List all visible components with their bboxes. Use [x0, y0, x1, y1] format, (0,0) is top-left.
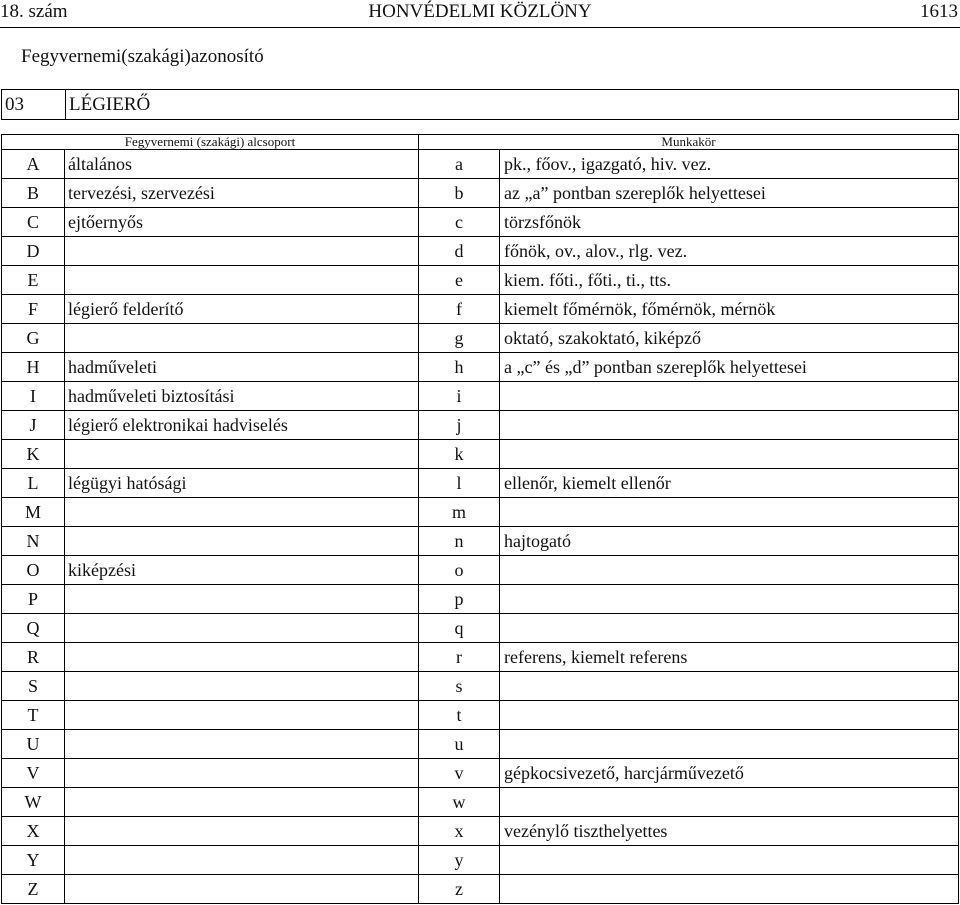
subgroup-name: hadműveleti [65, 353, 419, 382]
grid-header-row [2, 135, 959, 150]
subgroup-name [65, 759, 419, 788]
table-row [2, 498, 959, 527]
role-letter: c [419, 208, 500, 237]
subgroup-name [65, 643, 419, 672]
role-letter: s [419, 672, 500, 701]
subgroup-letter: N [2, 527, 65, 556]
subgroup-name [65, 875, 419, 904]
subgroup-name: légierő felderítő [65, 295, 419, 324]
role-letter: x [419, 817, 500, 846]
role-letter: t [419, 701, 500, 730]
role-name [500, 440, 959, 469]
role-name: hajtogató [500, 527, 959, 556]
role-letter: z [419, 875, 500, 904]
subgroup-name [65, 730, 419, 759]
subgroup-letter: Q [2, 614, 65, 643]
role-letter: w [419, 788, 500, 817]
table-row [2, 672, 959, 701]
subgroup-name: légügyi hatósági [65, 469, 419, 498]
subgroup-letter: P [2, 585, 65, 614]
table-row [2, 788, 959, 817]
subgroup-name [65, 817, 419, 846]
role-letter: m [419, 498, 500, 527]
table-row [2, 440, 959, 469]
subgroup-letter: Y [2, 846, 65, 875]
table-row [2, 411, 959, 440]
role-name: referens, kiemelt referens [500, 643, 959, 672]
role-name: ellenőr, kiemelt ellenőr [500, 469, 959, 498]
role-letter: k [419, 440, 500, 469]
subgroup-letter: J [2, 411, 65, 440]
subgroup-name [65, 324, 419, 353]
role-letter: g [419, 324, 500, 353]
subgroup-name [65, 266, 419, 295]
table-row [2, 643, 959, 672]
subgroup-letter: R [2, 643, 65, 672]
table-row [2, 846, 959, 875]
role-name: törzsfőnök [500, 208, 959, 237]
subgroup-letter: I [2, 382, 65, 411]
subgroup-name: tervezési, szervezési [65, 179, 419, 208]
table-row [2, 150, 959, 179]
role-letter: y [419, 846, 500, 875]
table-row [2, 324, 959, 353]
subgroup-letter: U [2, 730, 65, 759]
role-letter: q [419, 614, 500, 643]
role-name: kiem. főti., főti., ti., tts. [500, 266, 959, 295]
role-name [500, 730, 959, 759]
table-row [2, 179, 959, 208]
table-row [2, 817, 959, 846]
role-letter: i [419, 382, 500, 411]
subgroup-letter: A [2, 150, 65, 179]
subgroup-letter: F [2, 295, 65, 324]
subgroup-name: általános [65, 150, 419, 179]
table-row [2, 295, 959, 324]
journal-title: HONVÉDELMI KÖZLÖNY [368, 1, 592, 22]
subgroup-header: Fegyvernemi (szakági) alcsoport [2, 135, 419, 150]
role-name: pk., főov., igazgató, hiv. vez. [500, 150, 959, 179]
role-name: főnök, ov., alov., rlg. vez. [500, 237, 959, 266]
role-letter: n [419, 527, 500, 556]
role-name [500, 846, 959, 875]
branch-code: 03 [2, 90, 66, 120]
role-name [500, 411, 959, 440]
role-header: Munkakör [419, 135, 959, 150]
role-name: kiemelt főmérnök, főmérnök, mérnök [500, 295, 959, 324]
role-name [500, 701, 959, 730]
subgroup-name [65, 440, 419, 469]
subgroup-letter: W [2, 788, 65, 817]
branch-name: LÉGIERŐ [66, 90, 959, 120]
role-name: az „a” pontban szereplők helyettesei [500, 179, 959, 208]
role-letter: e [419, 266, 500, 295]
subgroup-letter: M [2, 498, 65, 527]
subgroup-name [65, 585, 419, 614]
subgroup-name: ejtőernyős [65, 208, 419, 237]
role-name [500, 585, 959, 614]
table-row [2, 208, 959, 237]
role-letter: b [419, 179, 500, 208]
subgroup-name [65, 672, 419, 701]
table-row [2, 353, 959, 382]
subgroup-name [65, 846, 419, 875]
subgroup-name [65, 237, 419, 266]
role-letter: l [419, 469, 500, 498]
grid-body [2, 150, 959, 904]
role-name [500, 672, 959, 701]
subgroup-name: hadműveleti biztosítási [65, 382, 419, 411]
role-letter: r [419, 643, 500, 672]
table-row [2, 556, 959, 585]
subgroup-letter: D [2, 237, 65, 266]
role-name: gépkocsivezető, harcjárművezető [500, 759, 959, 788]
subgroup-name: kiképzési [65, 556, 419, 585]
subgroup-letter: H [2, 353, 65, 382]
subgroup-letter: Z [2, 875, 65, 904]
role-letter: d [419, 237, 500, 266]
table-row [2, 585, 959, 614]
subgroup-letter: T [2, 701, 65, 730]
role-name [500, 556, 959, 585]
subgroup-letter: E [2, 266, 65, 295]
table-row [2, 730, 959, 759]
role-name: a „c” és „d” pontban szereplők helyettesei [500, 353, 959, 382]
role-letter: a [419, 150, 500, 179]
branch-row [2, 90, 959, 120]
role-letter: f [419, 295, 500, 324]
subgroup-letter: B [2, 179, 65, 208]
table-row [2, 527, 959, 556]
page-header [0, 0, 960, 28]
subgroup-letter: S [2, 672, 65, 701]
role-name: vezénylő tiszthelyettes [500, 817, 959, 846]
page-number: 1613 [920, 1, 958, 22]
role-letter: o [419, 556, 500, 585]
table-row [2, 469, 959, 498]
table-row [2, 701, 959, 730]
subgroup-letter: C [2, 208, 65, 237]
subgroup-letter: X [2, 817, 65, 846]
role-letter: h [419, 353, 500, 382]
table-row [2, 614, 959, 643]
table-row [2, 237, 959, 266]
subgroup-name [65, 498, 419, 527]
role-name [500, 614, 959, 643]
role-name [500, 498, 959, 527]
table-row [2, 266, 959, 295]
role-letter: j [419, 411, 500, 440]
table-row [2, 875, 959, 904]
subgroup-name [65, 527, 419, 556]
role-letter: v [419, 759, 500, 788]
subgroup-letter: K [2, 440, 65, 469]
role-letter: u [419, 730, 500, 759]
section-title: Fegyvernemi(szakági)azonosító [21, 46, 264, 67]
subgroup-name [65, 701, 419, 730]
role-name [500, 788, 959, 817]
role-name: oktató, szakoktató, kiképző [500, 324, 959, 353]
subgroup-letter: G [2, 324, 65, 353]
subgroup-letter: V [2, 759, 65, 788]
issue-number: 18. szám [0, 1, 68, 22]
branch-table [1, 89, 959, 120]
table-row [2, 382, 959, 411]
role-letter: p [419, 585, 500, 614]
table-row [2, 759, 959, 788]
subgroup-name: légierő elektronikai hadviselés [65, 411, 419, 440]
code-grid [1, 134, 959, 904]
subgroup-letter: L [2, 469, 65, 498]
role-name [500, 382, 959, 411]
subgroup-name [65, 788, 419, 817]
subgroup-name [65, 614, 419, 643]
subgroup-letter: O [2, 556, 65, 585]
role-name [500, 875, 959, 904]
